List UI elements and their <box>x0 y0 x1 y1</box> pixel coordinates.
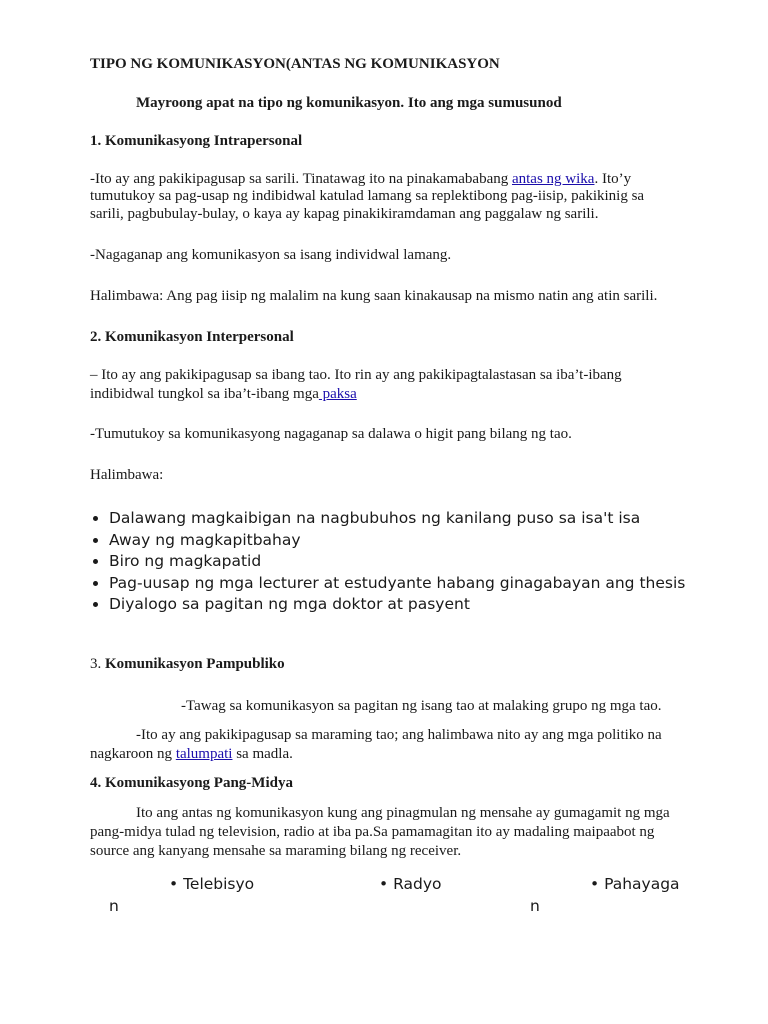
section2-heading: 2. Komunikasyon Interpersonal <box>90 329 294 345</box>
section3-text: nagkaroon ng <box>90 746 176 762</box>
section4-paragraph-line3: source ang kanyang mensahe sa maraming bilang ng receiver. <box>90 843 462 859</box>
paksa-link[interactable]: paksa <box>318 386 357 402</box>
page-title: TIPO NG KOMUNIKASYON(ANTAS NG KOMUNIKASYON <box>90 56 500 72</box>
media-item-telebisyon: • Telebisyo <box>169 875 255 893</box>
section3-paragraph1: -Tawag sa komunikasyon sa pagitan ng isang tao at malaking grupo ng mga tao. <box>181 698 662 714</box>
section2-paragraph1-line2 <box>90 385 357 404</box>
section4-paragraph-line2: pang-midya tulad ng television, radio at iba pa.Sa pamamagitan ito ay madaling maipaabot ng <box>90 824 655 840</box>
section4-paragraph-line1: Ito ang antas ng komunikasyon kung ang pinagmulan ng mensahe ay gumagamit ng mga <box>136 805 670 821</box>
talumpati-link[interactable]: talumpati <box>175 746 233 762</box>
media-item-wrap-tail: n <box>530 897 540 915</box>
section2-example-label: Halimbawa: <box>90 467 164 483</box>
section4-heading: 4. Komunikasyong Pang-Midya <box>90 775 293 791</box>
list-item: • Pag-uusap ng mga lecturer at estudyante habang ginagabayan ang thesis <box>109 573 685 595</box>
section1-text: -Ito ay ang pakikipagusap sa sarili. Tinatawag ito na pinakamababang <box>90 171 512 187</box>
antas-ng-wika-link[interactable]: antas ng wika <box>511 171 595 187</box>
media-item-wrap-tail: n <box>109 897 119 915</box>
section1-paragraph1-line2: tumutukoy sa pag-usap ng indibidwal katulad lamang sa replektibong pag-iisip, pakikinig sa <box>90 188 645 204</box>
section3-title: Komunikasyon Pampubliko <box>105 656 285 672</box>
examples-list <box>90 508 685 616</box>
section3-heading <box>90 655 285 674</box>
intro-text: Mayroong apat na tipo ng komunikasyon. Ito ang mga sumusunod <box>136 95 562 111</box>
section1-example: Halimbawa: Ang pag iisip ng malalim na kung saan kinakausap na mismo natin ang atin sarili. <box>90 288 658 304</box>
list-item: • Biro ng magkapatid <box>109 551 685 573</box>
media-item-pahayagan: • Pahayaga <box>590 875 680 893</box>
section2-paragraph2: -Tumutukoy sa komunikasyong nagaganap sa dalawa o higit pang bilang ng tao. <box>90 426 572 442</box>
section2-paragraph1-line1: – Ito ay ang pakikipagusap sa ibang tao. Ito rin ay ang pakikipagtalastasan sa iba’t-ibang <box>90 367 622 383</box>
section3-number: 3. <box>90 656 105 672</box>
section1-paragraph1-line3: sarili, pagbubulay-bulay, o kaya ay kapag pinakikiramdaman ang paggalaw ng sarili. <box>90 206 599 222</box>
section1-paragraph2: -Nagaganap ang komunikasyon sa isang individwal lamang. <box>90 247 452 263</box>
media-item-radyo: • Radyo <box>379 875 442 893</box>
section3-paragraph2-line1: -Ito ay ang pakikipagusap sa maraming tao; ang halimbawa nito ay ang mga politiko na <box>136 727 662 743</box>
list-item: • Diyalogo sa pagitan ng mga doktor at pasyent <box>109 594 685 616</box>
list-item: • Dalawang magkaibigan na nagbubuhos ng kanilang puso sa isa't isa <box>109 508 685 530</box>
section3-paragraph2-line2 <box>90 745 293 764</box>
section3-text-after: sa madla. <box>232 746 293 762</box>
list-item: • Away ng magkapitbahay <box>109 530 685 552</box>
section2-text: indibidwal tungkol sa iba’t-ibang mga <box>90 386 319 402</box>
section1-heading: 1. Komunikasyong Intrapersonal <box>90 133 303 149</box>
section1-text-after: . Ito’y <box>594 171 632 187</box>
